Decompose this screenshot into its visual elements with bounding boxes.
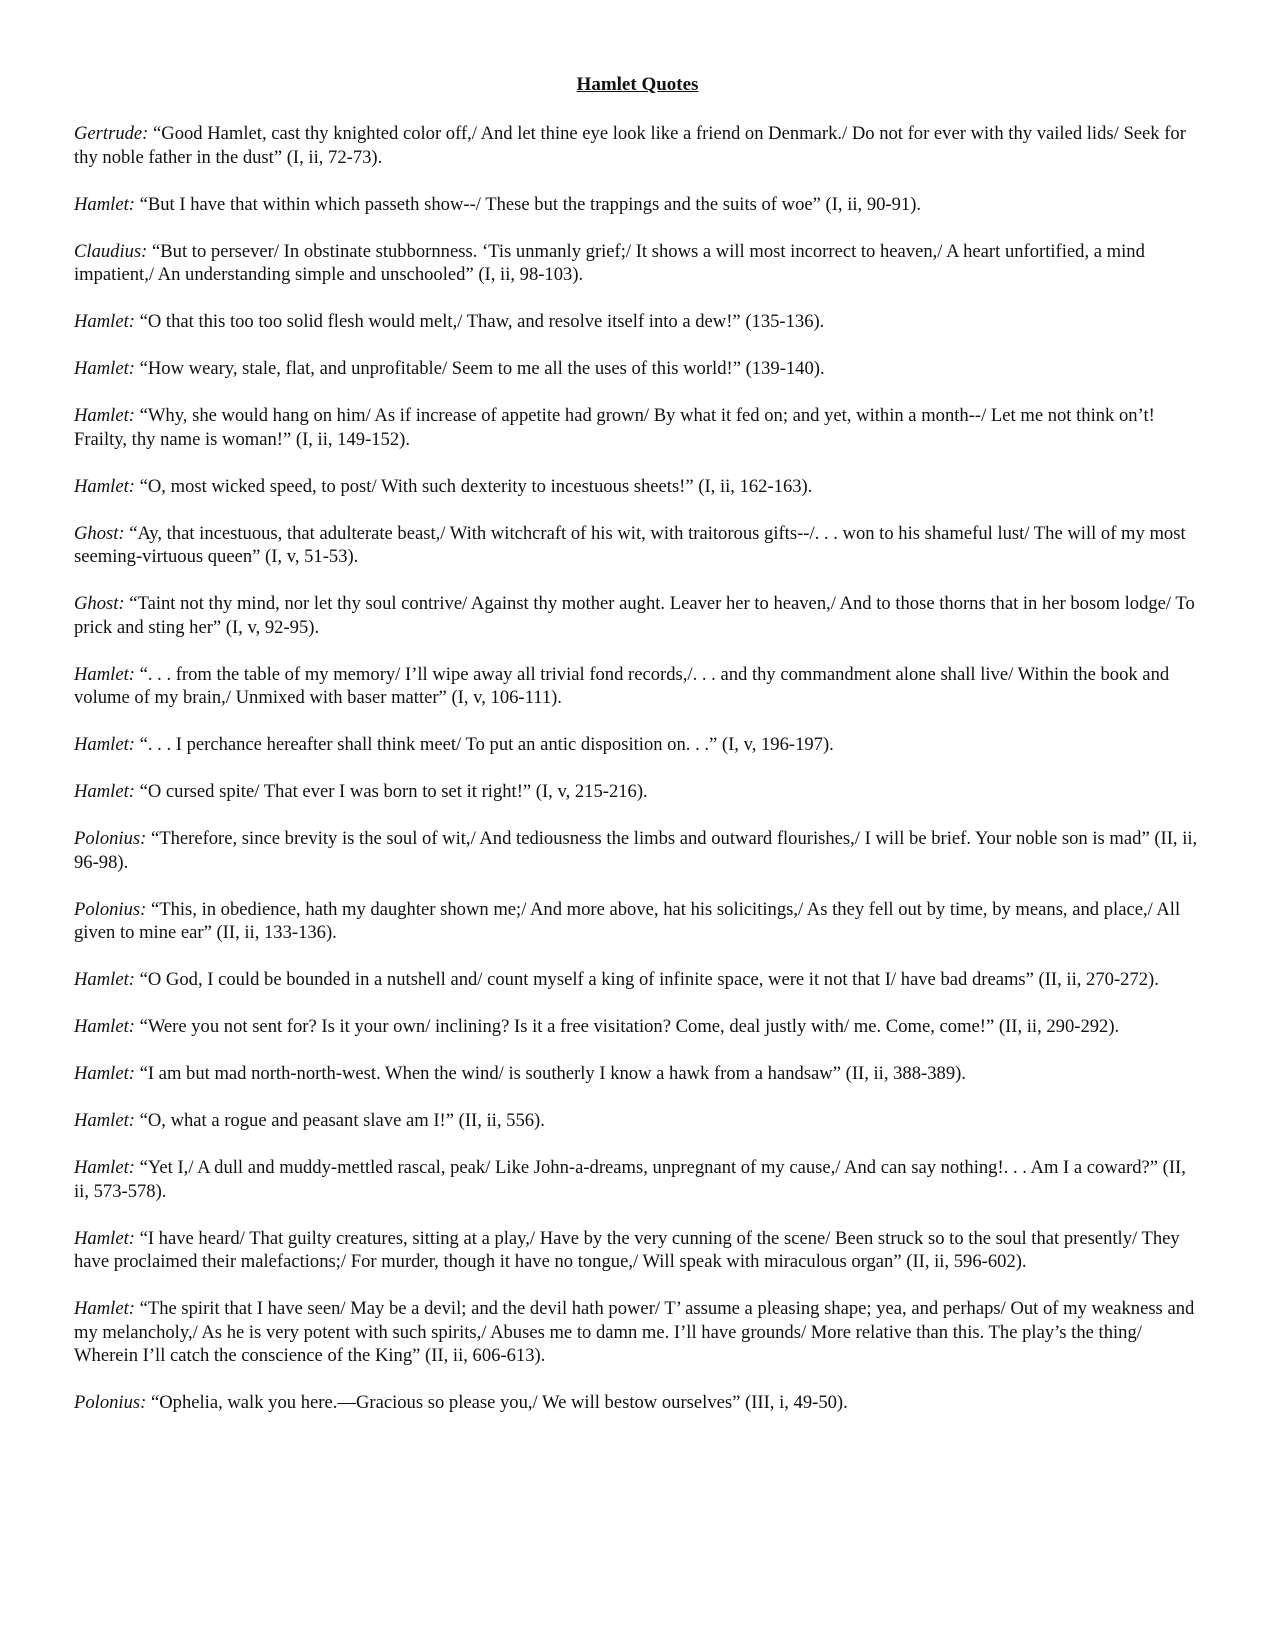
quote-speaker: Hamlet:	[74, 1157, 135, 1178]
quote-item	[74, 592, 1202, 639]
quote-item	[74, 404, 1202, 451]
quote-item	[74, 357, 1202, 381]
quote-speaker: Hamlet:	[74, 193, 135, 215]
page-title: Hamlet Quotes	[576, 74, 699, 95]
quote-item	[74, 1156, 1202, 1203]
quote-text: “O that this too too solid flesh would melt,/ Thaw, and resolve itself into a dew!” (135-136).	[139, 311, 825, 332]
quote-item	[74, 1109, 1202, 1133]
quote-item	[74, 122, 1202, 169]
quote-speaker: Ghost:	[74, 522, 125, 544]
quote-item	[74, 1015, 1202, 1039]
quote-text: “I have heard/ That guilty creatures, sitting at a play,/ Have by the very cunning of the scene/ Been struck so to the soul that presently/ They have proclaimed their malefactions;/ For murder, though it have no tongue,/ Will speak with miraculous organ” (II, ii, 596-602).	[74, 1227, 1180, 1272]
quote-speaker: Hamlet:	[74, 663, 135, 685]
quote-text: “I am but mad north-north-west. When the wind/ is southerly I know a hawk from a handsaw” (II, ii, 388-389).	[139, 1063, 966, 1084]
quote-item	[74, 827, 1202, 874]
quote-speaker: Polonius:	[74, 898, 147, 920]
quote-text: “How weary, stale, flat, and unprofitable/ Seem to me all the uses of this world!” (139-140).	[139, 358, 825, 379]
quote-item	[74, 733, 1202, 757]
quote-item	[74, 780, 1202, 804]
quote-text: “Why, she would hang on him/ As if increase of appetite had grown/ By what it fed on; and yet, within a month--/ Let me not think on’t! Frailty, thy name is woman!” (I, ii, 149-152).	[74, 405, 1155, 450]
quote-item	[74, 1227, 1202, 1274]
quote-text: “Yet I,/ A dull and muddy-mettled rascal, peak/ Like John-a-dreams, unpregnant of my cause,/ And can say nothing!. . . Am I a coward?” (II, ii, 573-578).	[74, 1157, 1186, 1202]
quote-text: “Ophelia, walk you here.—Gracious so please you,/ We will bestow ourselves” (III, i, 49-50).	[150, 1392, 848, 1413]
quote-speaker: Hamlet:	[74, 1063, 135, 1084]
quote-text: “This, in obedience, hath my daughter shown me;/ And more above, hat his solicitings,/ As they fell out by time, by means, and place,/ All given to mine ear” (II, ii, 133-136).	[74, 898, 1181, 943]
quote-speaker: Hamlet:	[74, 311, 135, 332]
quote-speaker: Claudius:	[74, 240, 148, 262]
quote-speaker: Hamlet:	[74, 1227, 135, 1249]
quote-text: “O God, I could be bounded in a nutshell and/ count myself a king of infinite space, were it not that I/ have bad dreams” (II, ii, 270-272).	[139, 969, 1159, 990]
quote-text: “Were you not sent for? Is it your own/ inclining? Is it a free visitation? Come, deal justly with/ me. Come, come!” (II, ii, 290-292).	[139, 1016, 1120, 1037]
quote-item	[74, 310, 1202, 334]
quote-speaker: Hamlet:	[74, 1016, 135, 1037]
quote-text: “. . . from the table of my memory/ I’ll wipe away all trivial fond records,/. . . and thy commandment alone shall live/ Within the book and volume of my brain,/ Unmixed with baser matter” (I, v, 106-111).	[74, 663, 1170, 708]
quote-text: “O cursed spite/ That ever I was born to set it right!” (I, v, 215-216).	[139, 781, 648, 802]
quote-speaker: Hamlet:	[74, 969, 135, 990]
quote-item	[74, 898, 1202, 945]
quote-item	[74, 1062, 1202, 1086]
quote-item	[74, 968, 1202, 992]
quote-text: “Ay, that incestuous, that adulterate beast,/ With witchcraft of his wit, with traitorous gifts--/. . . won to his shameful lust/ The will of my most seeming-virtuous queen” (I, v, 51-53).	[74, 522, 1186, 567]
quote-text: “Taint not thy mind, nor let thy soul contrive/ Against thy mother aught. Leaver her to heaven,/ And to those thorns that in her bosom lodge/ To prick and sting her” (I, v, 92-95).	[74, 593, 1195, 638]
quote-speaker: Hamlet:	[74, 1298, 135, 1319]
quote-item	[74, 1391, 1202, 1415]
quote-speaker: Polonius:	[74, 1392, 147, 1413]
quote-item	[74, 663, 1202, 710]
quote-text: “Good Hamlet, cast thy knighted color off,/ And let thine eye look like a friend on Denmark./ Do not for ever with thy vailed lids/ Seek for thy noble father in the dust” (I, ii, 72-73).	[74, 123, 1186, 168]
quote-item	[74, 522, 1202, 569]
quote-speaker: Ghost:	[74, 593, 125, 614]
quote-item	[74, 193, 1202, 217]
quote-list	[74, 122, 1202, 1438]
quote-speaker: Hamlet:	[74, 405, 135, 426]
quote-text: “Therefore, since brevity is the soul of wit,/ And tediousness the limbs and outward flourishes,/ I will be brief. Your noble son is mad” (II, ii, 96-98).	[74, 828, 1198, 873]
quote-speaker: Hamlet:	[74, 781, 135, 802]
quote-speaker: Hamlet:	[74, 358, 135, 379]
quote-text: “But I have that within which passeth show--/ These but the trappings and the suits of woe” (I, ii, 90-91).	[139, 193, 922, 215]
quote-item	[74, 475, 1202, 499]
quote-text: “O, what a rogue and peasant slave am I!” (II, ii, 556).	[139, 1110, 545, 1131]
quote-speaker: Hamlet:	[74, 1110, 135, 1131]
quote-item	[74, 240, 1202, 287]
quote-text: “. . . I perchance hereafter shall think meet/ To put an antic disposition on. . .” (I, v, 196-197).	[139, 734, 834, 755]
quote-text: “O, most wicked speed, to post/ With such dexterity to incestuous sheets!” (I, ii, 162-163).	[139, 475, 813, 497]
quote-speaker: Hamlet:	[74, 734, 135, 755]
quote-speaker: Polonius:	[74, 828, 147, 849]
quote-speaker: Hamlet:	[74, 475, 135, 497]
quote-item	[74, 1297, 1202, 1368]
quote-text: “The spirit that I have seen/ May be a devil; and the devil hath power/ T’ assume a pleasing shape; yea, and perhaps/ Out of my weakness and my melancholy,/ As he is very potent with such spirits,/ Abuses me to damn me. I’ll have grounds/ More relative than this. The play’s the thing/ Wherein I’ll catch the conscience of the King” (II, ii, 606-613).	[74, 1298, 1195, 1366]
quote-speaker: Gertrude:	[74, 123, 149, 144]
quote-text: “But to persever/ In obstinate stubbornness. ‘Tis unmanly grief;/ It shows a will most incorrect to heaven,/ A heart unfortified, a mind impatient,/ An understanding simple and unschooled” (I, ii, 98-103).	[74, 240, 1145, 285]
